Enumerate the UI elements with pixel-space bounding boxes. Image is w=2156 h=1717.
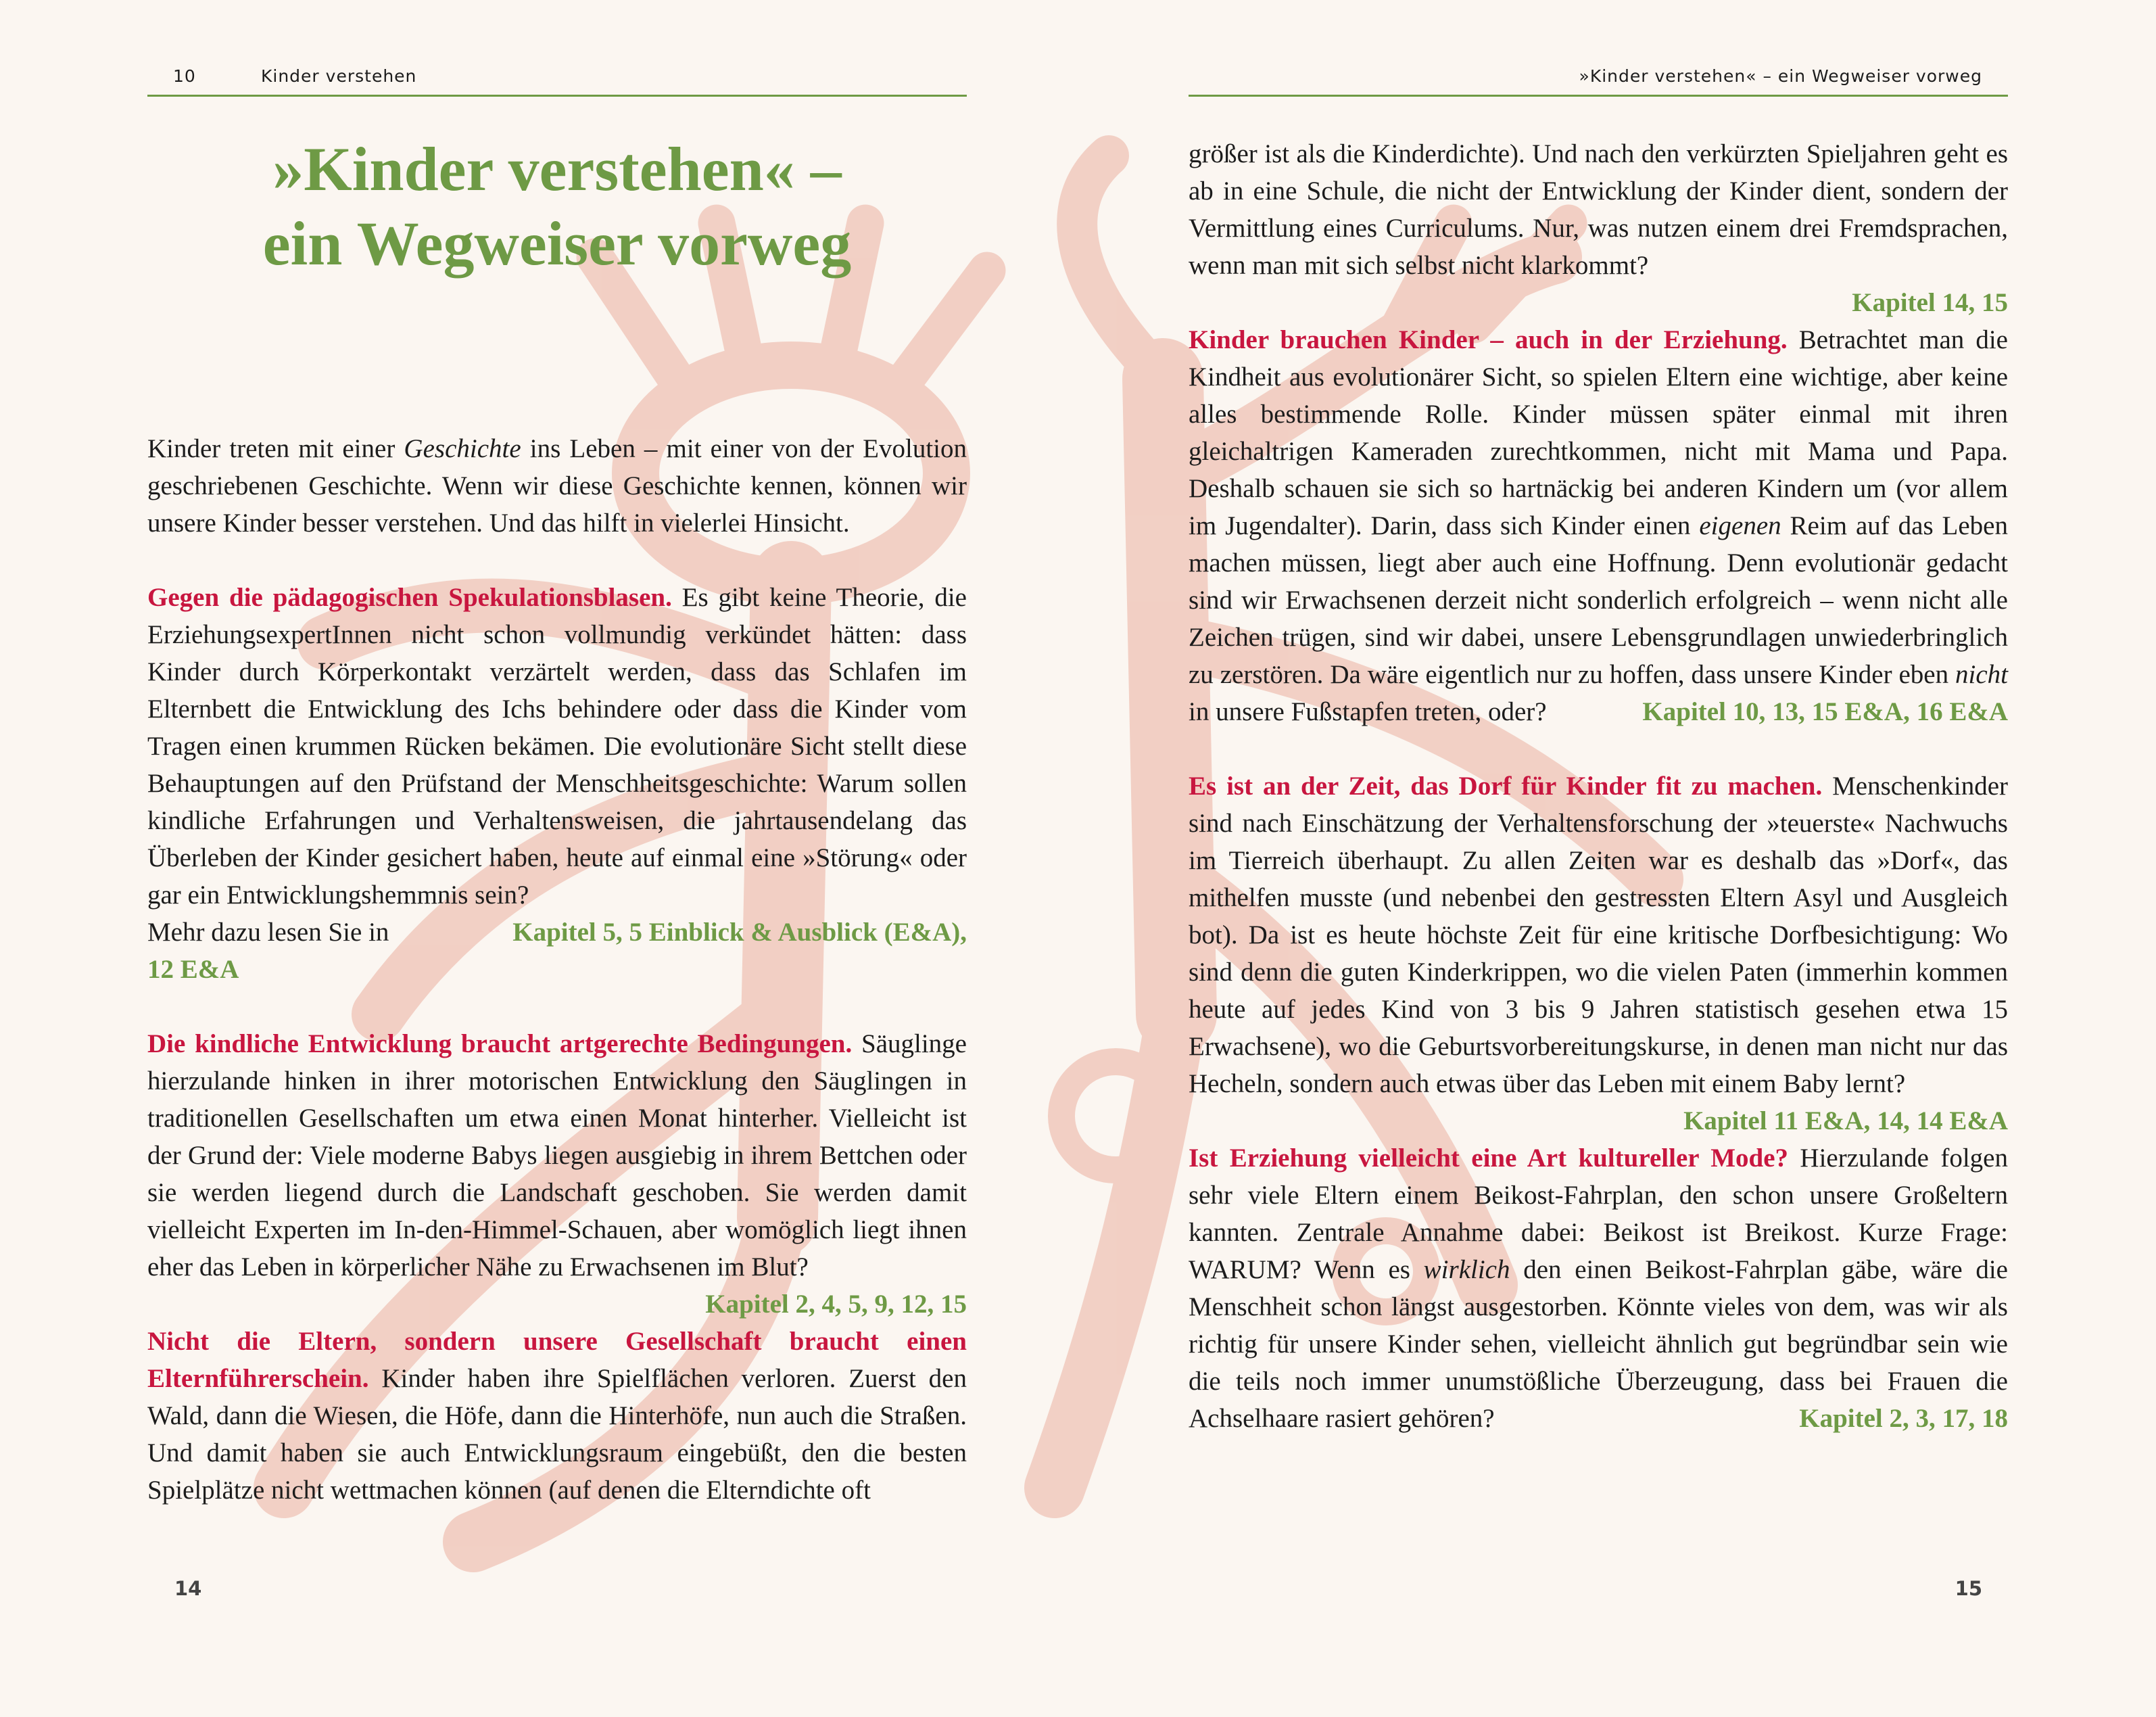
- chapter-reference: Kapitel 10, 13, 15 E&A, 16 E&A: [1642, 697, 2008, 726]
- chapter-reference: Kapitel 2, 3, 17, 18: [1799, 1404, 2008, 1433]
- section-paragraph: Es ist an der Zeit, das Dorf für Kinder fit zu machen. Menschenkinder sind nach Einschätzung der Verhaltensforschung der »teuerste« Nachwuchs im Tierreich überhaupt. Zu allen Zeiten war es deshalb das »Dorf«, das mithelfen musste (und nebenbei den gestressten Eltern Asyl und Ausgleich bot). Da ist es heute höchste Zeit für eine kritische Dorfbesichtigung: Wo sind denn die guten Kinderkrippen, wo die vielen Paten (immerhin kommen heute auf jedes Kind von 3 bis 9 Jahren statistisch gesehen etwa 15 Erwachsene), wo die Geburtsvorbereitungskurse, in denen man nicht nur das Hecheln, sondern auch etwas über das Leben mit einem Baby lernt? Kapitel 11 E&A, 14, 14 E&A: [1189, 768, 2008, 1102]
- right-page: [1189, 0, 2008, 1717]
- chapter-reference: Kapitel 14, 15: [1852, 288, 2008, 317]
- chapter-title-line-1: »Kinder verstehen« –: [272, 135, 842, 204]
- page-number: 15: [1955, 1577, 1982, 1600]
- left-body: [147, 430, 967, 1546]
- header-title: »Kinder verstehen« – ein Wegweiser vorweg: [1579, 66, 1982, 86]
- section-heading: Kinder brauchen Kinder – auch in der Erziehung.: [1189, 325, 1788, 354]
- chapter-reference: Kapitel 5, 5 Einblick & Ausblick (E&A),: [512, 918, 967, 947]
- section-paragraph: Die kindliche Entwicklung braucht artgerechte Bedingungen. Säuglinge hierzulande hinken in ihrer motorischen Entwicklung den Säuglingen in traditionellen Gesellschaften um etwa einen Monat hinterher. Vielleicht ist der Grund der: Viele moderne Babys liegen ausgiebig in ihrem Bettchen oder sie werden liegend durch die Landschaft geschoben. Sie werden damit vielleicht Experten im In-den-Himmel-Schauen, aber womöglich liegt ihnen eher das Leben in körperlicher Nähe zu Erwachsenen im Blut? Kapitel 2, 4, 5, 9, 12, 15: [147, 1025, 967, 1286]
- chapter-title-line-2: ein Wegweiser vorweg: [262, 209, 852, 278]
- section-paragraph: Kinder brauchen Kinder – auch in der Erziehung. Betrachtet man die Kindheit aus evolutionärer Sicht, so spielen Eltern eine wichtige, aber keine alles bestimmende Rolle. Kinder müssen später einmal mit ihren gleichaltrigen Kameraden zurechtkommen, nicht mit Mama und Papa. Deshalb schauen sie sich so hartnäckig bei anderen Kindern um (vor allem im Jugendalter). Darin, dass sich Kinder einen eigenen Reim auf das Leben machen müssen, liegt aber auch eine Hoffnung. Denn evolutionär gedacht sind wir Erwachsenen derzeit nicht sonderlich erfolgreich – wenn nicht alle Zeichen trügen, sind wir dabei, unsere Lebensgrundlagen unwiederbringlich zu zerstören. Da wäre eigentlich nur zu hoffen, dass unsere Kinder eben nicht in unsere Fußstapfen treten, oder? Kapitel 10, 13, 15 E&A, 16 E&A: [1189, 321, 2008, 730]
- chapter-reference: Kapitel 2, 4, 5, 9, 12, 15: [705, 1290, 967, 1319]
- continuation-paragraph: größer ist als die Kinderdichte). Und nach den verkürzten Spieljahren geht es ab in eine Schule, die nicht der Entwicklung der Kinder dient, sondern der Vermittlung eines Curriculums. Nur, was nutzen einem drei Fremdsprachen, wenn man mit sich selbst nicht klarkommt? Kapitel 14, 15: [1189, 135, 2008, 284]
- section-paragraph: Nicht die Eltern, sondern unsere Gesellschaft braucht einen Elternführerschein. Kinder haben ihre Spielflächen verloren. Zuerst den Wald, dann die Wiesen, die Höfe, dann die Hinterhöfe, nun auch die Straßen. Und damit haben sie auch Entwicklungsraum eingebüßt, den die besten Spielplätze nicht wettmachen können (auf denen die Elterndichte oft: [147, 1327, 967, 1505]
- section-heading: Ist Erziehung vielleicht eine Art kultureller Mode?: [1189, 1144, 1789, 1173]
- section-paragraph: Gegen die pädagogischen Spekulationsblasen. Es gibt keine Theorie, die ErziehungsexpertInnen nicht schon vollmundig verkündet hätten: dass Kinder durch Körperkontakt verzärtelt werden, dass das Schlafen im Elternbett die Entwicklung des Ichs behindere oder dass die Kinder vom Tragen einen krummen Rücken bekämen. Die evolutionäre Sicht stellt diese Behauptungen auf den Prüfstand der Menschheitsgeschichte: Warum sollen kindliche Erfahrungen und Verhaltensweisen, die jahrtausendelang das Überleben der Kinder gesichert haben, heute auf einmal eine »Störung« oder gar ein Entwicklungshemmnis sein? Mehr dazu lesen Sie in Kapitel 5, 5 Einblick & Ausblick (E&A), 12 E&A: [147, 583, 967, 984]
- chapter-reference: Kapitel 11 E&A, 14, 14 E&A: [1683, 1106, 2008, 1135]
- header-page-number: 10: [173, 66, 196, 86]
- more-text: Mehr dazu lesen Sie in: [147, 918, 389, 947]
- section-heading: Gegen die pädagogischen Spekulationsblasen.: [147, 583, 672, 612]
- section-heading: Die kindliche Entwicklung braucht artgerechte Bedingungen.: [147, 1029, 853, 1058]
- running-head: [1189, 65, 2008, 97]
- chapter-reference-continued: 12 E&A: [147, 955, 239, 984]
- header-title: Kinder verstehen: [261, 66, 417, 86]
- section-heading: Nicht die Eltern, sondern unsere Gesellschaft braucht einen Elternführerschein.: [147, 1327, 967, 1393]
- running-head: [147, 65, 967, 97]
- left-page: [147, 0, 967, 1717]
- intro-paragraph: Kinder treten mit einer Geschichte ins Leben – mit einer von der Evolution geschriebenen Geschichte. Wenn wir diese Geschichte kennen, können wir unsere Kinder besser verstehen. Und das hilft in vielerlei Hinsicht.: [147, 434, 967, 538]
- section-heading: Es ist an der Zeit, das Dorf für Kinder fit zu machen.: [1189, 772, 1823, 801]
- right-body: [1189, 135, 2008, 1474]
- page-number: 14: [174, 1577, 202, 1600]
- section-paragraph: Ist Erziehung vielleicht eine Art kultureller Mode? Hierzulande folgen sehr viele Eltern einem Beikost-Fahrplan, den schon unsere Großeltern kannten. Zentrale Annahme dabei: Beikost ist Breikost. Kurze Frage: WARUM? Wenn es wirklich den einen Beikost-Fahrplan gäbe, wäre die Menschheit schon längst ausgestorben. Könnte vieles von dem, was wir als richtig für unsere Kinder sehen, vielleicht ähnlich gut begründbar sein wie die teils noch immer unumstößliche Überzeugung, dass bei Frauen die Achselhaare rasiert gehören? Kapitel 2, 3, 17, 18: [1189, 1139, 2008, 1437]
- chapter-title: [147, 132, 967, 281]
